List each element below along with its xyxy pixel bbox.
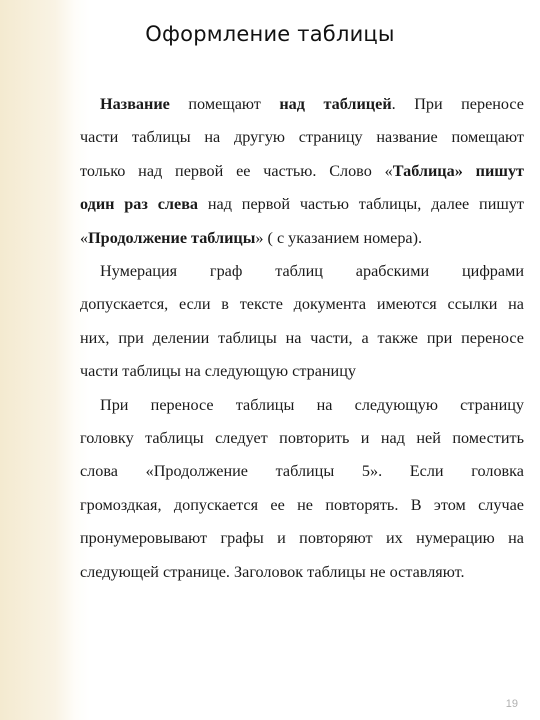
paragraph-1-line-1	[80, 88, 524, 121]
text-fragment: только над первой ее частью. Слово «	[80, 161, 393, 180]
paragraph-3-line-4: громоздкая, допускается ее не повторять. В этом случае	[80, 495, 524, 514]
paragraph-3-line-2: головку таблицы следует повторить и над ней поместить	[80, 429, 524, 448]
paragraph-2-line-2: допускается, если в тексте документа имеются ссылки на	[80, 295, 524, 314]
paragraph-1-line-4	[80, 188, 524, 221]
paragraph-3-line-5: пронумеровывают графы и повторяют их нумерацию на	[80, 529, 524, 548]
slide-title: Оформление таблицы	[145, 22, 395, 46]
bold-term-once-left: один раз слева	[80, 195, 199, 214]
text-fragment: над первой частью таблицы, далее пишут	[198, 195, 524, 214]
paragraph-2-line-1: Нумерация граф таблиц арабскими цифрами	[100, 262, 524, 281]
paragraph-1-line-2: части таблицы на другую страницу название помещают	[80, 128, 524, 147]
paragraph-3-line-3: слова «Продолжение таблицы 5». Если головка	[80, 462, 524, 481]
paragraph-2-line-3: них, при делении таблицы на части, а также при переносе	[80, 328, 524, 347]
text-fragment: . При переносе	[391, 95, 524, 113]
bold-term-table: Таблица» пишут	[392, 161, 524, 180]
bold-term-continuation: Продолжение таблицы	[88, 228, 256, 247]
paragraph-3-line-1: При переносе таблицы на следующую страницу	[100, 395, 524, 414]
paragraph-3-line-6: следующей странице. Заголовок таблицы не оставляют.	[80, 562, 465, 581]
text-fragment: » ( с указанием номера).	[255, 228, 423, 247]
text-fragment: «	[80, 228, 89, 247]
page-number: 19	[505, 698, 518, 710]
paragraph-2-line-4: части таблицы на следующую страницу	[80, 362, 356, 381]
text-fragment: помещают	[169, 95, 280, 113]
paragraph-1-line-5	[80, 222, 524, 255]
bold-term-name: Название	[100, 95, 170, 113]
body-text	[80, 88, 524, 589]
bold-term-above-table: над таблицей	[279, 95, 392, 113]
paragraph-1-line-3	[80, 155, 524, 188]
